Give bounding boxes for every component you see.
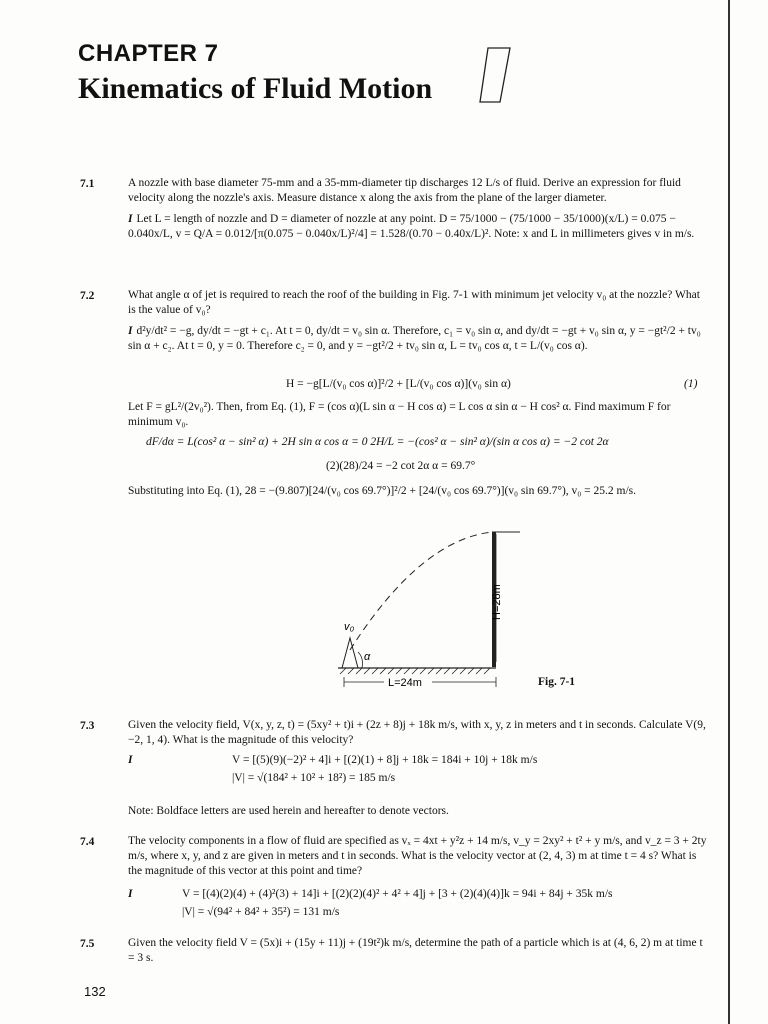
problem-7-4 <box>128 834 708 879</box>
equation: (2)(28)/24 = −2 cot 2α α = 69.7° <box>326 460 476 472</box>
chapter-title: Kinematics of Fluid Motion <box>78 72 433 105</box>
solution-mark: I <box>128 888 133 900</box>
page-number: 132 <box>84 984 106 999</box>
problem-number: 7.2 <box>80 290 95 302</box>
equation: H = −g[L/(v₀ cos α)]²/2 + [L/(v₀ cos α)](v₀ sin α) <box>286 378 511 390</box>
equation-tag: (1) <box>684 378 698 390</box>
chapter-label: CHAPTER 7 <box>78 40 219 67</box>
problem-number: 7.5 <box>80 938 95 950</box>
problem-question: Given the velocity field V = (5x)i + (15y + 11)j + (19t²)k m/s, determine the path of a particle which is at (4, 6, 2) m at time t = 3 s. <box>128 937 703 964</box>
angle-arc <box>358 652 363 668</box>
problem-number: 7.1 <box>80 178 95 190</box>
note <box>128 804 708 819</box>
equation: V = [(4)(2)(4) + (4)²(3) + 14]i + [(2)(2)(4)² + 4² + 4]j + [3 + (2)(4)(4)]k = 94i + 84j + 35k m/s <box>182 888 613 900</box>
problem-question: What angle α of jet is required to reach the roof of the building in Fig. 7-1 with minimum jet velocity v₀ at the nozzle? What is the value of v₀? <box>128 289 700 316</box>
problem-paragraph: Let F = gL²/(2v₀²). Then, from Eq. (1), F = (cos α)(L sin α − H cos α) = L cos α sin α − H cos² α. Find maximum F for minimum v₀. <box>128 401 671 428</box>
figure-caption: Fig. 7-1 <box>538 676 576 688</box>
problem-7-1 <box>128 176 708 242</box>
jet-trajectory <box>350 532 492 650</box>
problem-solution: Let L = length of nozzle and D = diameter of nozzle at any point. D = 75/1000 − (75/1000 − 35/1000)(x/L) = 0.075 − 0.040x/L, v = Q/A = 0.012/[π(0.075 − 0.040x/L)²/4] = 1.528/(0.70 − 0.40x/L)². Note: x and L in millimeters gives v in m/s. <box>128 213 695 240</box>
problem-question: A nozzle with base diameter 75-mm and a 35-mm-diameter tip discharges 12 L/s of fluid. Derive an expression for fluid velocity along the nozzle's axis. Measure distance x along the axis from the plane of the larger diameter. <box>128 177 681 204</box>
page-edge-rule <box>728 0 730 1024</box>
problem-text <box>128 484 708 499</box>
velocity-label: v₀ <box>344 621 355 633</box>
problem-7-3 <box>128 718 708 748</box>
equation: V = [(5)(9)(−2)² + 4]i + [(2)(1) + 8]j + 18k = 184i + 10j + 18k m/s <box>232 754 538 766</box>
problem-number: 7.3 <box>80 720 95 732</box>
height-label: H=28m <box>491 584 503 620</box>
problem-7-2 <box>128 288 708 354</box>
angle-label: α <box>364 651 371 663</box>
problem-paragraph: Substituting into Eq. (1), 28 = −(9.807)[24/(v₀ cos 69.7°)]²/2 + [24/(v₀ cos 69.7°)](v₀ sin 69.7°), v₀ = 25.2 m/s. <box>128 485 637 497</box>
problem-text <box>128 400 708 430</box>
note-text: Note: Boldface letters are used herein and hereafter to denote vectors. <box>128 805 449 817</box>
problem-question: Given the velocity field, V(x, y, z, t) = (5xy² + t)i + (2z + 8)j + 18k m/s, with x, y, z in meters and t in seconds. Calculate V(9, −2, 1, 4). What is the magnitude of this velocity? <box>128 719 706 746</box>
problem-question: The velocity components in a flow of fluid are specified as vₓ = 4xt + y²z + 14 m/s, v_y = 2xy² + t² + y m/s, and v_z = 3 + 2ty m/s, where x, y, and z are given in meters and t in seconds. What is the velocity vector at (2, 4, 3) m at time t = 4 s? What is the magnitude of this vector at this point and time? <box>128 835 707 877</box>
problem-number: 7.4 <box>80 836 95 848</box>
equation: |V| = √(184² + 10² + 18²) = 185 m/s <box>232 772 396 784</box>
solution-mark: I <box>128 754 133 766</box>
equation: |V| = √(94² + 84² + 35²) = 131 m/s <box>182 906 340 918</box>
chapter-mark-icon <box>478 44 518 106</box>
solution-mark: I <box>128 325 133 337</box>
nozzle <box>342 638 358 668</box>
figure-7-1 <box>320 520 520 690</box>
solution-mark: I <box>128 213 133 225</box>
equation: dF/dα = L(cos² α − sin² α) + 2H sin α cos α = 0 2H/L = −(cos² α − sin² α)/(sin α cos α) = −2 cot 2α <box>146 436 609 448</box>
problem-solution: d²y/dt² = −g, dy/dt = −gt + c₁. At t = 0, dy/dt = v₀ sin α. Therefore, c₁ = v₀ sin α, and dy/dt = −gt + v₀ sin α, y = −gt²/2 + tv₀ sin α + c₂. At t = 0, y = 0. Therefore c₂ = 0, and y = −gt²/2 + tv₀ sin α, L = tv₀ cos α, t = L/(v₀ cos α). <box>128 325 701 352</box>
problem-7-5 <box>128 936 708 966</box>
length-label: L=24m <box>388 677 422 689</box>
